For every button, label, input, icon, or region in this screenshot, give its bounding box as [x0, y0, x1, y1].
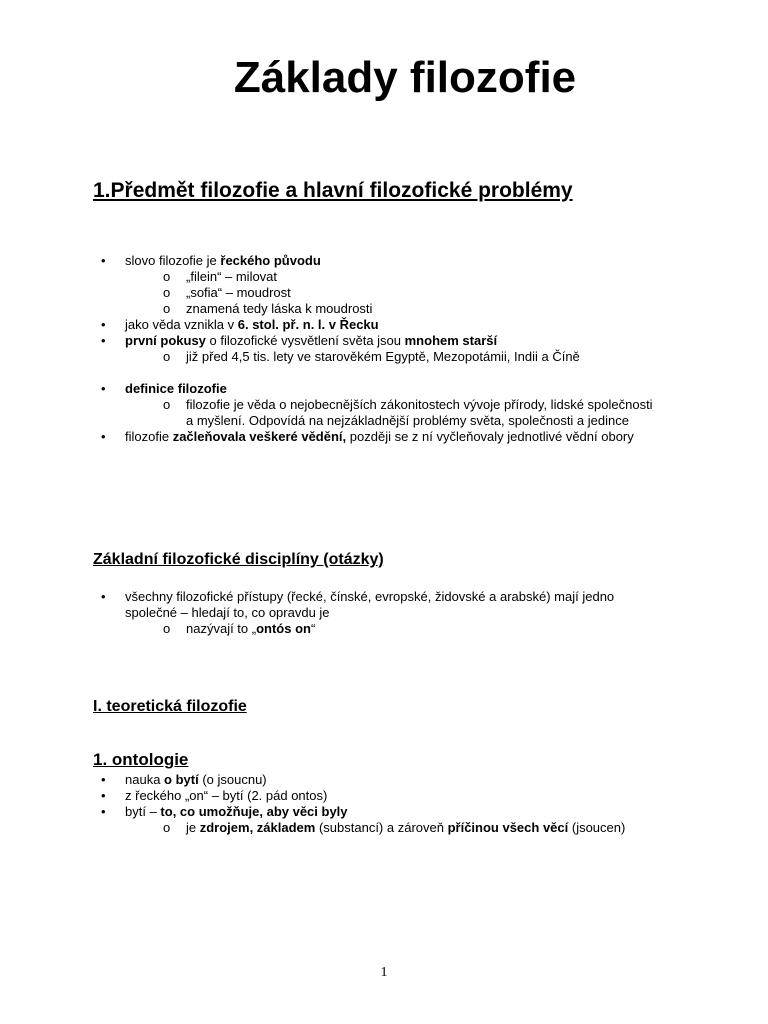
- sub-bullet-icon: o: [163, 621, 171, 636]
- sub-list-item: o již před 4,5 tis. lety ve starověkém Egyptě, Mezopotámii, Indii a Číně: [163, 349, 580, 364]
- bullet-icon: •: [101, 589, 106, 604]
- sub-bullet-icon: o: [163, 301, 171, 316]
- bullet-icon: •: [101, 317, 106, 332]
- bullet-icon: •: [101, 333, 106, 348]
- section-heading-theoretical: I. teoretická filozofie: [93, 698, 247, 715]
- bullet-icon: •: [101, 772, 106, 787]
- bullet-icon: •: [101, 253, 106, 268]
- sub-bullet-icon: o: [163, 820, 171, 835]
- list-item: • všechny filozofické přístupy (řecké, čínské, evropské, židovské a arabské) mají jedno společné – hledají to, co opravdu je: [101, 589, 615, 620]
- bullet-icon: •: [101, 381, 106, 396]
- sub-list-item: o je zdrojem, základem (substancí) a zároveň příčinou všech věcí (jsoucen): [163, 820, 626, 835]
- sub-list-item: o nazývají to „ontós on“: [163, 621, 316, 636]
- sub-bullet-icon: o: [163, 269, 171, 284]
- section-heading-subject: 1.Předmět filozofie a hlavní filozofické problémy: [93, 179, 573, 202]
- sub-list-item: o filozofie je věda o nejobecnějších zákonitostech vývoje přírody, lidské společnosti a myšlení. Odpovídá na nejzákladnější problémy světa, společnosti a jedince: [163, 397, 653, 428]
- list-item: • filozofie začleňovala veškeré vědění, později se z ní vyčleňovaly jednotlivé vědní obory: [101, 429, 634, 444]
- list-item: • z řeckého „on“ – bytí (2. pád ontos): [101, 788, 328, 803]
- sub-bullet-icon: o: [163, 285, 171, 300]
- bullet-icon: •: [101, 788, 106, 803]
- list-item: • slovo filozofie je řeckého původu: [101, 253, 321, 268]
- section-heading-ontology: 1. ontologie: [93, 750, 189, 769]
- section-heading-disciplines: Základní filozofické disciplíny (otázky): [93, 551, 384, 568]
- list-item: • jako věda vznikla v 6. stol. př. n. l. v Řecku: [101, 317, 379, 332]
- section4-list: [0, 772, 768, 836]
- page-number: 1: [380, 965, 388, 980]
- section1-list: [0, 253, 768, 445]
- sub-bullet-icon: o: [163, 397, 171, 412]
- sub-list-item: o znamená tedy láska k moudrosti: [163, 301, 373, 316]
- document-title: Základy filozofie: [233, 53, 577, 102]
- list-item: • bytí – to, co umožňuje, aby věci byly: [101, 804, 348, 819]
- sub-bullet-icon: o: [163, 349, 171, 364]
- list-item: • definice filozofie: [101, 381, 227, 396]
- list-item: • nauka o bytí (o jsoucnu): [101, 772, 267, 787]
- bullet-icon: •: [101, 804, 106, 819]
- sub-list-item: o „filein“ – milovat: [163, 269, 278, 284]
- section2-list: [0, 589, 768, 637]
- sub-list-item: o „sofia“ – moudrost: [163, 285, 291, 300]
- list-item: • první pokusy o filozofické vysvětlení světa jsou mnohem starší: [101, 333, 498, 348]
- bullet-icon: •: [101, 429, 106, 444]
